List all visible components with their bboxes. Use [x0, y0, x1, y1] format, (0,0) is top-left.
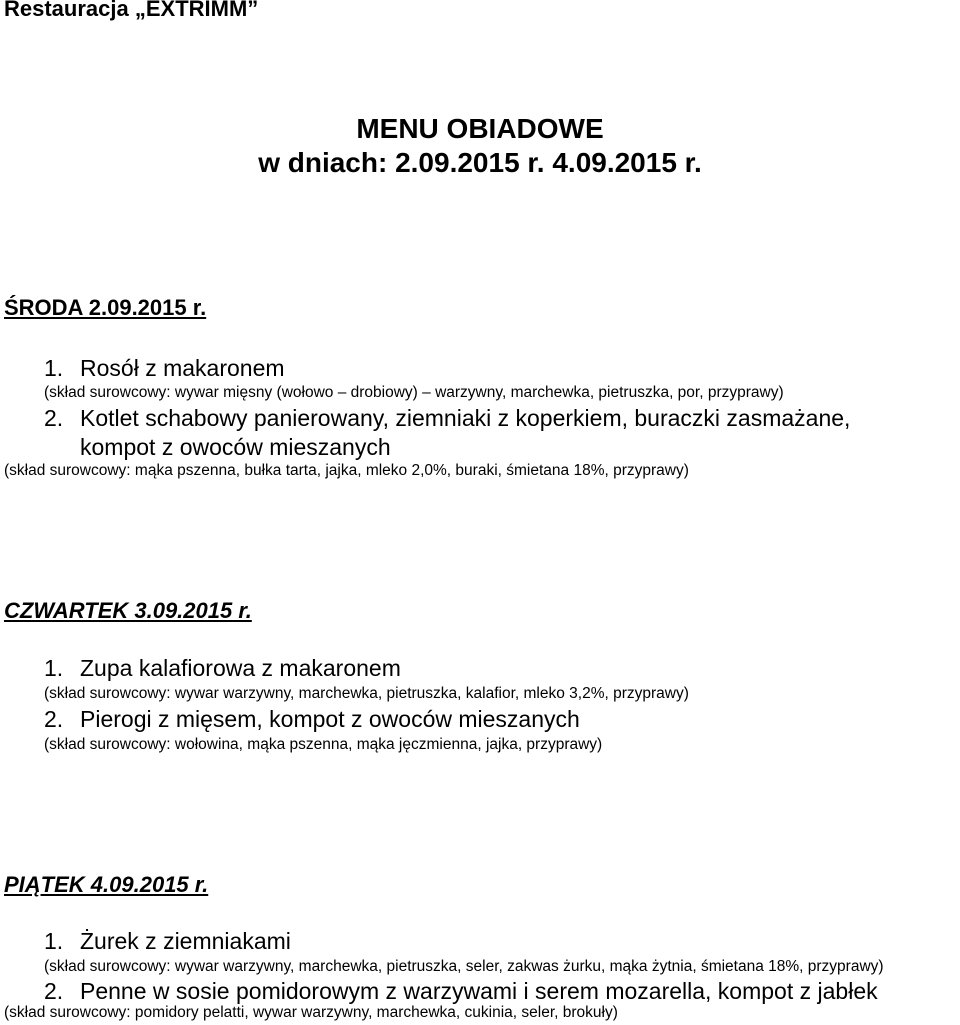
dish-name: Pierogi z mięsem, kompot z owoców mieszanych [80, 706, 580, 732]
menu-title: MENU OBIADOWE [356, 113, 604, 144]
dish-item [44, 355, 285, 382]
dish-name: Rosół z makaronem [80, 355, 285, 381]
dish-number: 2. [44, 405, 64, 431]
dish-item [44, 655, 401, 682]
dish-ingredients: (skład surowcowy: wywar mięsny (wołowo – drobiowy) – warzywny, marchewka, pietruszka, por, przyprawy) [44, 384, 784, 401]
dish-item [44, 706, 580, 733]
dish-ingredients: (skład surowcowy: wołowina, mąka pszenna, mąka jęczmienna, jajka, przyprawy) [44, 736, 603, 753]
dish-item [44, 978, 878, 1005]
dish-number: 1. [44, 355, 64, 381]
dish-ingredients: (skład surowcowy: wywar warzywny, marchewka, pietruszka, seler, zakwas żurku, mąka żytnia, śmietana 18%, przyprawy) [44, 958, 884, 975]
dish-ingredients: (skład surowcowy: pomidory pelatti, wywar warzywny, marchewka, cukinia, seler, brokuły) [4, 1004, 618, 1021]
dish-name: Zupa kalafiorowa z makaronem [80, 655, 401, 681]
day-heading-thursday: CZWARTEK 3.09.2015 r. [4, 598, 252, 623]
menu-dates: w dniach: 2.09.2015 r. 4.09.2015 r. [258, 147, 702, 178]
dish-item [44, 928, 291, 955]
dish-number: 1. [44, 655, 64, 681]
dish-number: 2. [44, 706, 64, 732]
day-heading-wednesday: ŚRODA 2.09.2015 r. [4, 295, 207, 320]
dish-name: Penne w sosie pomidorowym z warzywami i serem mozarella, kompot z jabłek [80, 978, 878, 1004]
dish-item [44, 405, 850, 432]
dish-name: Żurek z ziemniakami [80, 928, 291, 954]
dish-name-continued: kompot z owoców mieszanych [80, 434, 391, 460]
dish-number: 1. [44, 928, 64, 954]
restaurant-name: Restauracja „EXTRIMM” [4, 0, 259, 21]
dish-name: Kotlet schabowy panierowany, ziemniaki z koperkiem, buraczki zasmażane, [80, 405, 851, 431]
dish-ingredients: (skład surowcowy: wywar warzywny, marchewka, pietruszka, kalafior, mleko 3,2%, przyprawy) [44, 685, 689, 702]
dish-number: 2. [44, 978, 64, 1004]
day-heading-friday: PIĄTEK 4.09.2015 r. [4, 872, 209, 897]
dish-ingredients: (skład surowcowy: mąka pszenna, bułka tarta, jajka, mleko 2,0%, buraki, śmietana 18%, przyprawy) [4, 462, 689, 479]
